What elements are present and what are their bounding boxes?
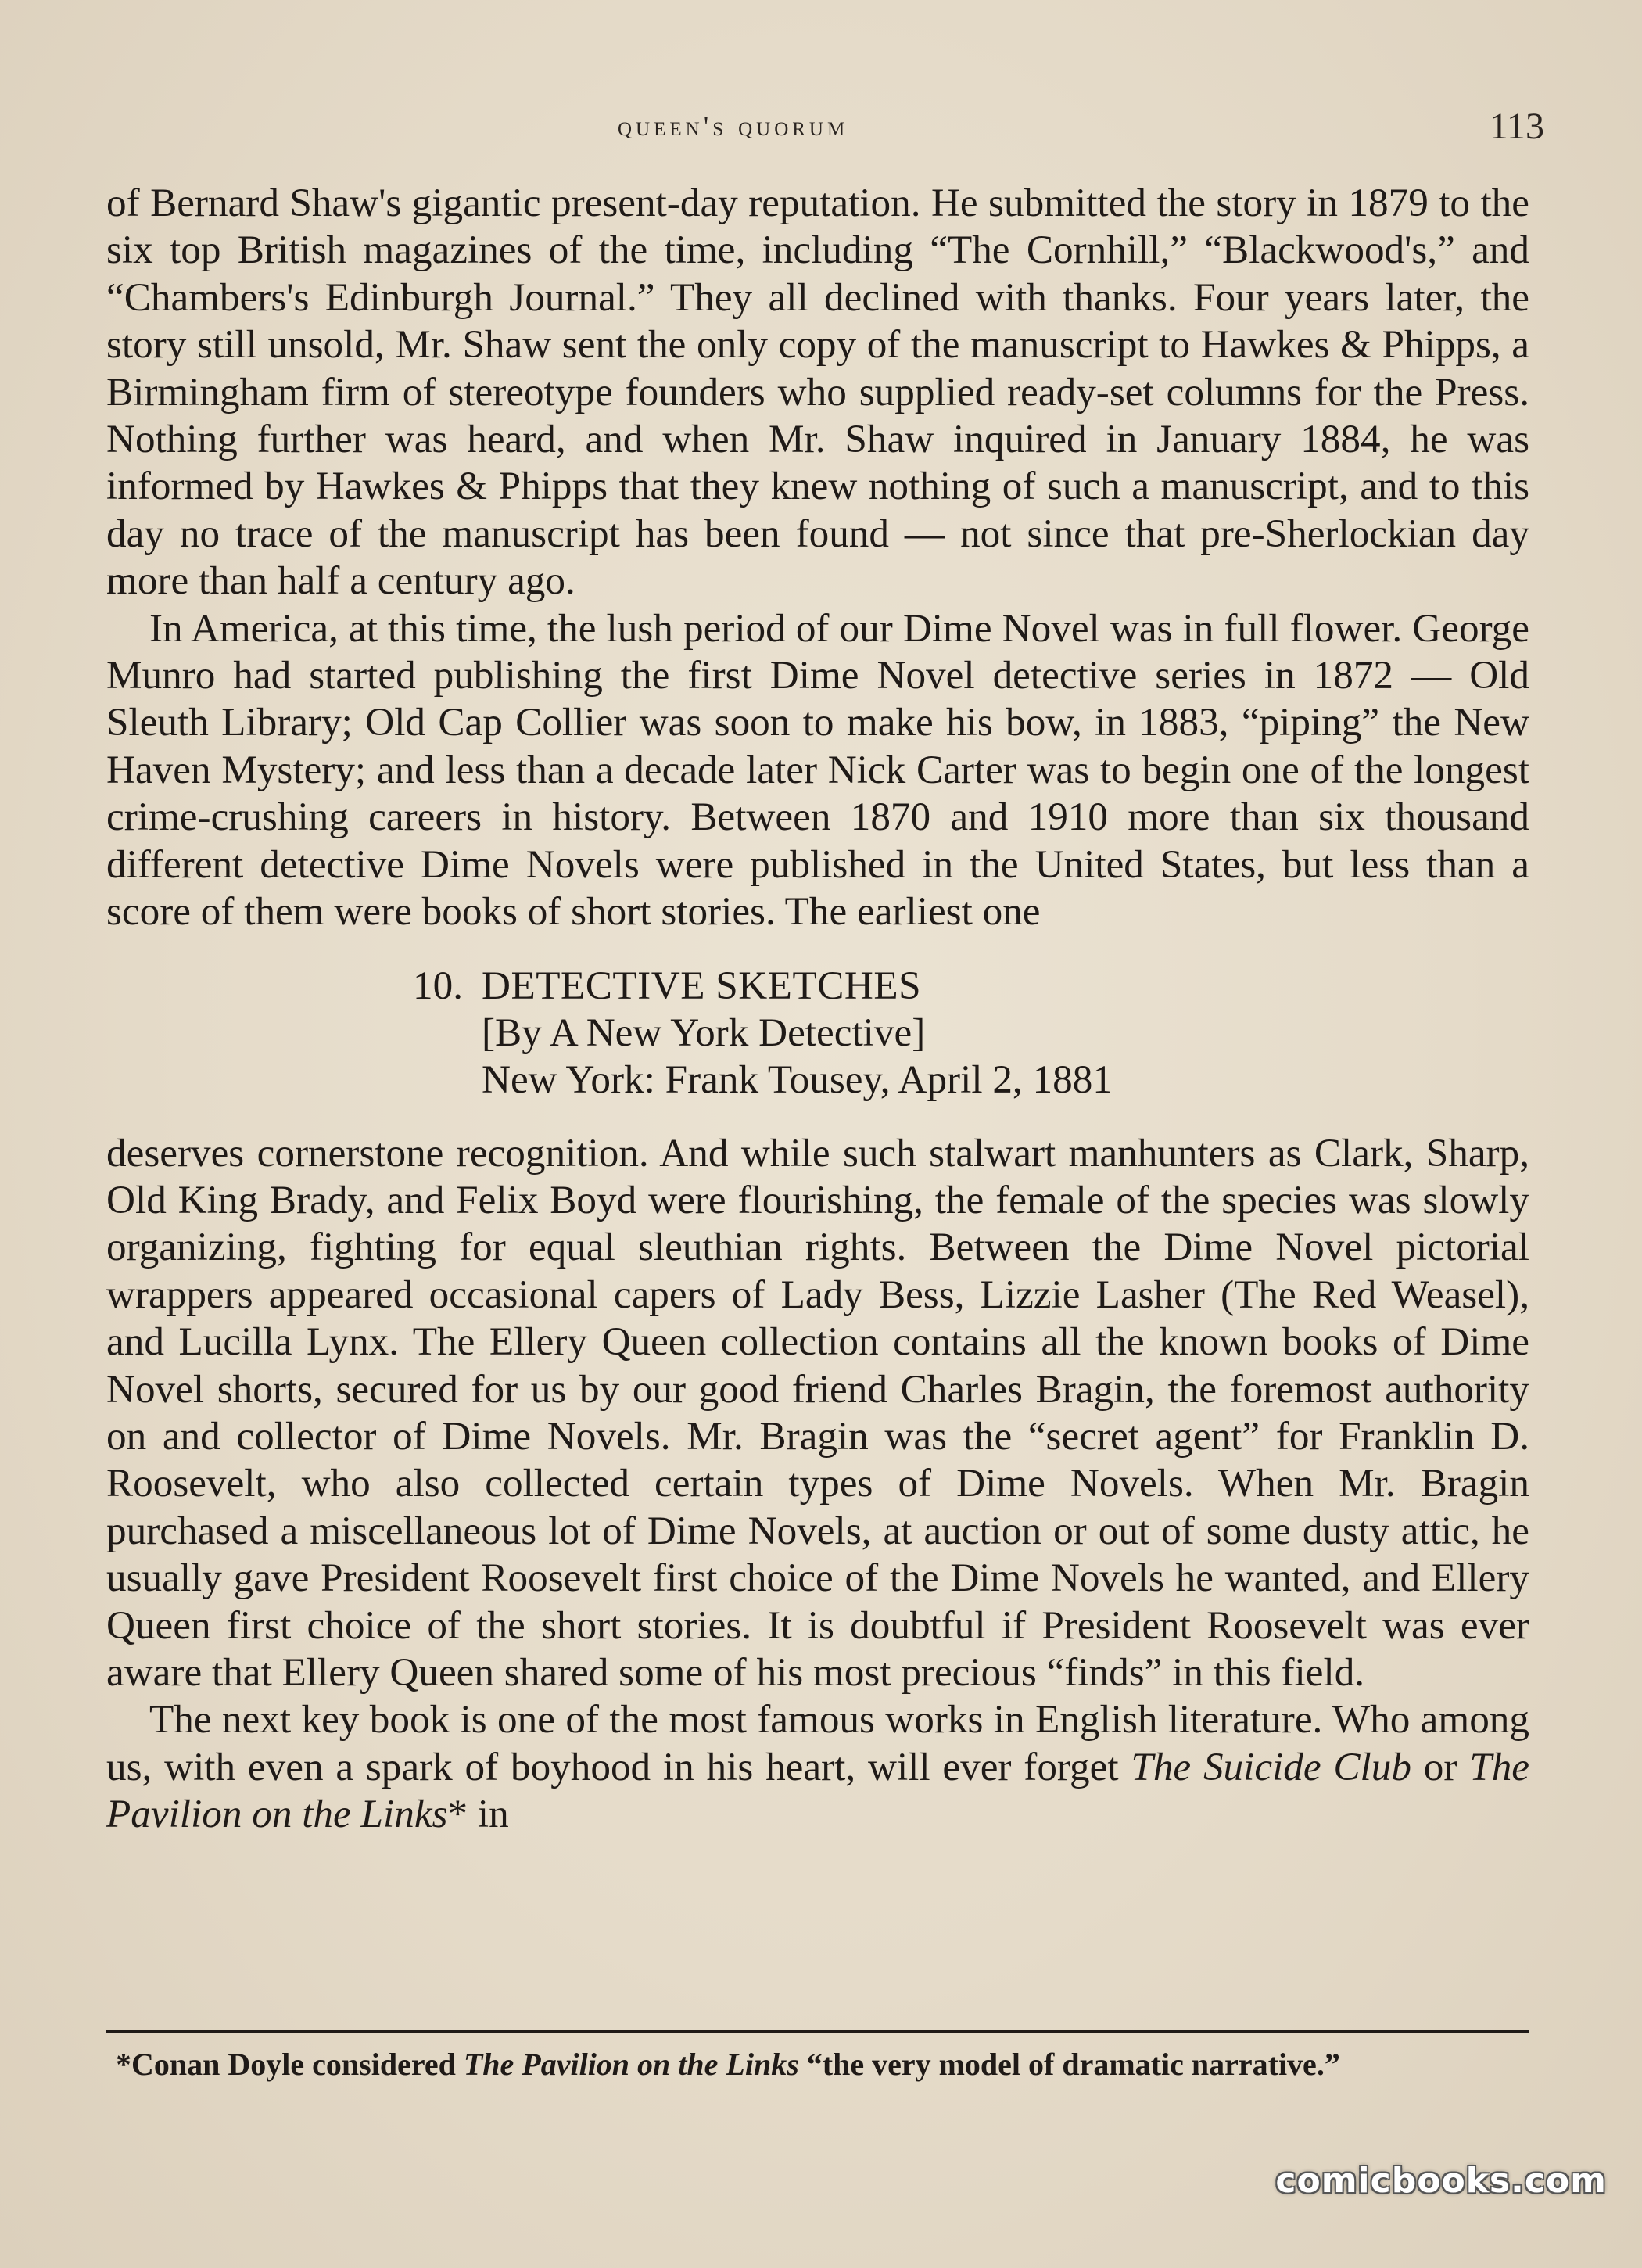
paragraph-4-end: * in — [447, 1792, 509, 1837]
running-head — [0, 106, 1642, 156]
entry-imprint: New York: Frank Tousey, April 2, 1881 — [482, 1057, 1113, 1102]
paragraph-4-or: or — [1411, 1744, 1470, 1789]
running-title: queen's quorum — [618, 110, 849, 142]
body-text — [106, 180, 1529, 1839]
watermark: comicbooks.com — [1275, 2161, 1607, 2201]
entry-number: 10. — [413, 963, 463, 1008]
paragraph-3: deserves cornerstone recognition. And while such stalwart manhunters as Clark, Sharp, Old King Brady, and Felix Boyd were flourishing, the female of the species was slowly organizing, fighting for equal sleuthian rights. Between the Dime Novel pictorial wrappers appeared occasional capers of Lady Bess, Lizzie Lasher (The Red Weasel), and Lucilla Lynx. The Ellery Queen collection contains all the known books of Dime Novel shorts, secured for us by our good friend Charles Bragin, the foremost authority on and collector of Dime Novels. Mr. Bragin was the “secret agent” for Franklin D. Roosevelt, who also collected certain types of Dime Novels. When Mr. Bragin purchased a miscellaneous lot of Dime Novels, at auction or out of some dusty attic, he usually gave President Roosevelt first choice of the Dime Novels he wanted, and Ellery Queen first choice of the short stories. It is doubtful if President Roosevelt was ever aware that Ellery Queen shared some of his most precious “finds” in this field. — [106, 1130, 1529, 1695]
page-number: 113 — [1489, 106, 1544, 147]
paragraph-4 — [106, 1696, 1529, 1838]
book-title-pavilion: The Pavilion on the Links — [106, 1744, 1530, 1837]
footnote-text-end: “the very model of dramatic narrative.” — [798, 2047, 1340, 2082]
bibliography-entry — [413, 963, 1529, 1103]
book-title-suicide-club: The Suicide Club — [1131, 1744, 1411, 1789]
footnote-mark: * — [116, 2047, 131, 2082]
paragraph-1: of Bernard Shaw's gigantic present-day reputation. He submitted the story in 1879 to the six top British magazines of the time, including “The Cornhill,” “Blackwood's,” and “Chambers's Edinburgh Journal.” They all declined with thanks. Four years later, the story still unsold, Mr. Shaw sent the only copy of the manuscript to Hawkes & Phipps, a Birmingham firm of stereotype founders who supplied ready-set columns for the Press. Nothing further was heard, and when Mr. Shaw inquired in January 1884, he was informed by Hawkes & Phipps that they knew nothing of such a manuscript, and to this day no trace of the manuscript has been found — not since that pre-Sherlockian day more than half a century ago. — [106, 181, 1529, 604]
entry-title: DETECTIVE SKETCHES — [482, 963, 922, 1008]
paragraph-4-start: The next key book is one of the most famous works in English literature. Who among us, with even a spark of boyhood in his heart, will ever forget — [106, 1697, 1529, 1789]
footnote-text-start: Conan Doyle considered — [131, 2047, 464, 2082]
paragraph-2: In America, at this time, the lush period of our Dime Novel was in full flower. George Munro had started publishing the first Dime Novel detective series in 1872 — Old Sleuth Library; Old Cap Collier was soon to make his bow, in 1883, “piping” the New Haven Mystery; and less than a decade later Nick Carter was to begin one of the longest crime-crushing careers in history. Between 1870 and 1910 more than six thousand different detective Dime Novels were published in the United States, but less than a score of them were books of short stories. The earliest one — [106, 605, 1529, 935]
footnote-book-title: The Pavilion on the Links — [463, 2047, 799, 2082]
entry-author: [By A New York Detective] — [482, 1010, 926, 1055]
footnote — [106, 2046, 1514, 2083]
footnote-rule — [106, 2030, 1529, 2033]
